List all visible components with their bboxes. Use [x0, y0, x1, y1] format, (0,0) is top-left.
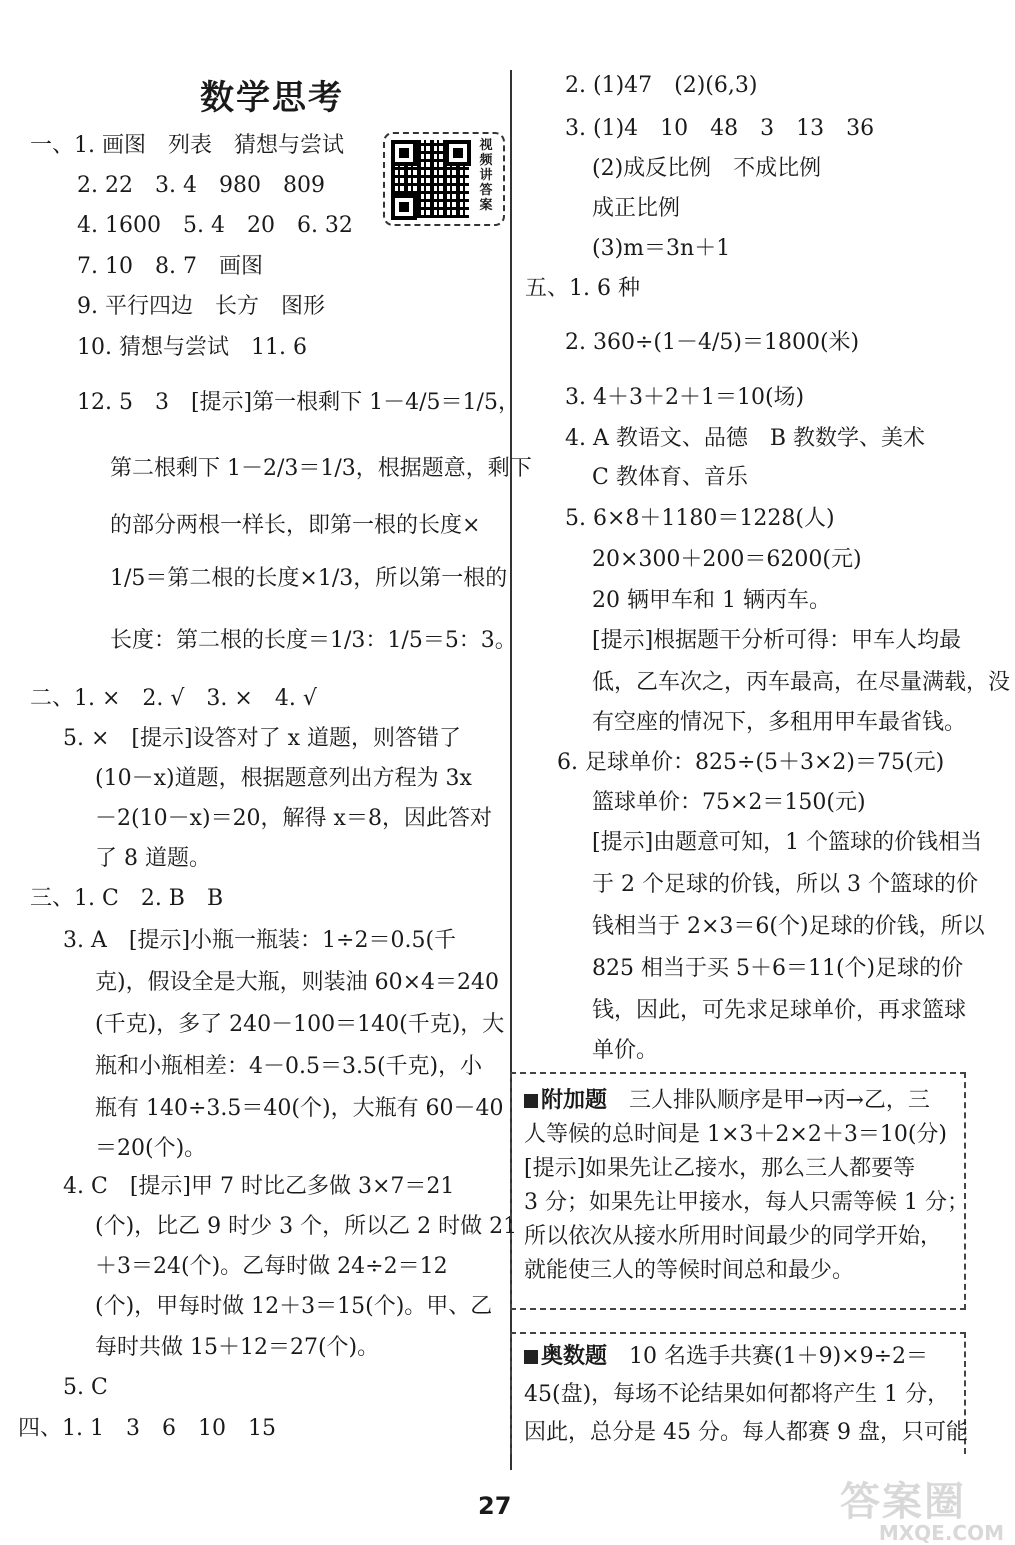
- left-answer-line: 的部分两根一样长，即第一根的长度×: [110, 513, 481, 538]
- left-answer-line: 1/5＝第二根的长度×1/3，所以第一根的: [110, 566, 508, 591]
- left-answer-line: 9. 平行四边 长方 图形: [77, 294, 325, 319]
- box1-line: 三人排队顺序是甲→丙→乙，三: [607, 1088, 930, 1113]
- qr-finder: [445, 140, 471, 166]
- left-answer-line: 三、1. C 2. B B: [30, 886, 224, 911]
- olympiad-question-box: [510, 1332, 966, 1454]
- right-answer-line: 低，乙车次之，丙车最高，在尽量满载，没: [592, 670, 1011, 695]
- left-answer-line: ＝20(个)。: [95, 1136, 207, 1161]
- right-answer-line: 2. (1)47 (2)(6,3): [565, 73, 758, 98]
- box2-tag: 奥数题: [524, 1344, 607, 1369]
- box1-first-line: [524, 1084, 969, 1118]
- box2-line: 45(盘)，每场不论结果如何都将产生 1 分，: [524, 1382, 950, 1407]
- right-answer-line: 6. 足球单价：825÷(5＋3×2)＝75(元): [557, 750, 945, 775]
- left-answer-line: 第二根剩下 1－2/3＝1/3，根据题意，剩下: [110, 456, 532, 481]
- left-answer-line: 5. C: [63, 1375, 108, 1400]
- box1-line: 人等候的总时间是 1×3＋2×2＋3＝10(分): [524, 1122, 948, 1147]
- box1-line: 3 分；如果先让甲接水，每人只需等候 1 分；: [524, 1190, 969, 1215]
- box2-first-line: [524, 1338, 968, 1376]
- box2-line: 10 名选手共赛(1＋9)×9÷2＝: [607, 1344, 929, 1369]
- page-number: 27: [478, 1492, 512, 1520]
- right-answer-line: 4. A 教语文、品德 B 教数学、美术: [565, 426, 926, 451]
- left-answer-line: 了 8 道题。: [95, 846, 211, 871]
- right-answer-line: 2. 360÷(1－4/5)＝1800(米): [565, 330, 860, 355]
- right-answer-line: 篮球单价：75×2＝150(元): [592, 790, 866, 815]
- watermark-logo: 答案圈: [840, 1479, 966, 1525]
- left-answer-line: 一、1. 画图 列表 猜想与尝试: [30, 133, 344, 158]
- left-answer-line: 4. C [提示]甲 7 时比乙多做 3×7＝21: [63, 1174, 455, 1199]
- box2-line: 因此，总分是 45 分。每人都赛 9 盘，只可能: [524, 1420, 968, 1445]
- right-answer-line: [提示]由题意可知，1 个篮球的价钱相当: [592, 830, 983, 855]
- left-answer-line: 瓶有 140÷3.5＝40(个)，大瓶有 60－40: [95, 1096, 504, 1121]
- box1-line: [提示]如果先让乙接水，那么三人都要等: [524, 1156, 916, 1181]
- qr-label: 视频讲答案: [479, 138, 493, 213]
- right-answer-line: [提示]根据题干分析可得：甲车人均最: [592, 628, 962, 653]
- page-title: 数学思考: [200, 78, 344, 118]
- left-answer-line: 4. 1600 5. 4 20 6. 32: [77, 213, 353, 238]
- left-answer-line: 克)，假设全是大瓶，则装油 60×4＝240: [95, 970, 499, 995]
- left-answer-line: 10. 猜想与尝试 11. 6: [77, 335, 307, 360]
- left-answer-line: (个)，甲每时做 12＋3＝15(个)。甲、乙: [95, 1294, 493, 1319]
- right-answer-line: 成正比例: [592, 196, 681, 221]
- right-answer-line: 钱相当于 2×3＝6(个)足球的价钱，所以: [592, 914, 985, 939]
- box1-tag: 附加题: [524, 1088, 607, 1113]
- right-answer-line: 有空座的情况下，多租用甲车最省钱。: [592, 710, 967, 735]
- right-answer-line: 825 相当于买 5＋6＝11(个)足球的价: [592, 956, 964, 981]
- left-answer-line: (10－x)道题，根据题意列出方程为 3x: [95, 766, 472, 791]
- right-answer-line: 钱，因此，可先求足球单价，再求篮球: [592, 998, 967, 1023]
- box1-line: 就能使三人的等候时间总和最少。: [524, 1258, 855, 1283]
- left-answer-line: 每时共做 15＋12＝27(个)。: [95, 1335, 380, 1360]
- right-answer-line: C 教体育、音乐: [592, 465, 748, 490]
- bonus-question-box: [510, 1072, 969, 1310]
- right-answer-line: 20 辆甲车和 1 辆丙车。: [592, 588, 831, 613]
- left-answer-line: 瓶和小瓶相差：4－0.5＝3.5(千克)，小: [95, 1054, 483, 1079]
- right-answer-line: 3. 4＋3＋2＋1＝10(场): [565, 385, 805, 410]
- left-answer-line: 12. 5 3 [提示]第一根剩下 1－4/5＝1/5，: [77, 390, 520, 415]
- box1-line: 所以依次从接水所用时间最少的同学开始，: [524, 1224, 943, 1249]
- right-answer-line: 于 2 个足球的价钱，所以 3 个篮球的价: [592, 872, 978, 897]
- qr-finder: [391, 140, 417, 166]
- left-answer-line: 5. × [提示]设答对了 x 道题，则答错了: [63, 726, 461, 751]
- right-answer-line: 单价。: [592, 1038, 659, 1063]
- left-answer-line: 2. 22 3. 4 980 809: [77, 173, 325, 198]
- right-answer-line: 20×300＋200＝6200(元): [592, 547, 862, 572]
- left-answer-line: (千克)，多了 240－100＝140(千克)，大: [95, 1012, 505, 1037]
- right-answer-line: (2)成反比例 不成比例: [592, 156, 822, 181]
- left-answer-line: 二、1. × 2. √ 3. × 4. √: [30, 686, 317, 711]
- left-answer-line: 四、1. 1 3 6 10 15: [18, 1416, 276, 1441]
- left-answer-line: 3. A [提示]小瓶一瓶装：1÷2＝0.5(千: [63, 928, 457, 953]
- right-answer-line: 五、1. 6 种: [525, 276, 640, 301]
- left-answer-line: 长度：第二根的长度＝1/3：1/5＝5：3。: [110, 628, 517, 653]
- qr-finder: [391, 194, 417, 220]
- left-answer-line: (个)，比乙 9 时少 3 个，所以乙 2 时做 21: [95, 1214, 518, 1239]
- watermark: [840, 1470, 1010, 1545]
- qr-code[interactable]: [383, 132, 505, 226]
- right-answer-line: 3. (1)4 10 48 3 13 36: [565, 116, 875, 141]
- right-answer-line: 5. 6×8＋1180＝1228(人): [565, 506, 835, 531]
- left-answer-line: 7. 10 8. 7 画图: [77, 254, 263, 279]
- watermark-url: MXQE.COM: [878, 1521, 1004, 1545]
- left-answer-line: ＋3＝24(个)。乙每时做 24÷2＝12: [95, 1254, 448, 1279]
- right-answer-line: (3)m＝3n＋1: [592, 236, 731, 261]
- left-answer-line: －2(10－x)＝20，解得 x＝8，因此答对: [95, 806, 492, 831]
